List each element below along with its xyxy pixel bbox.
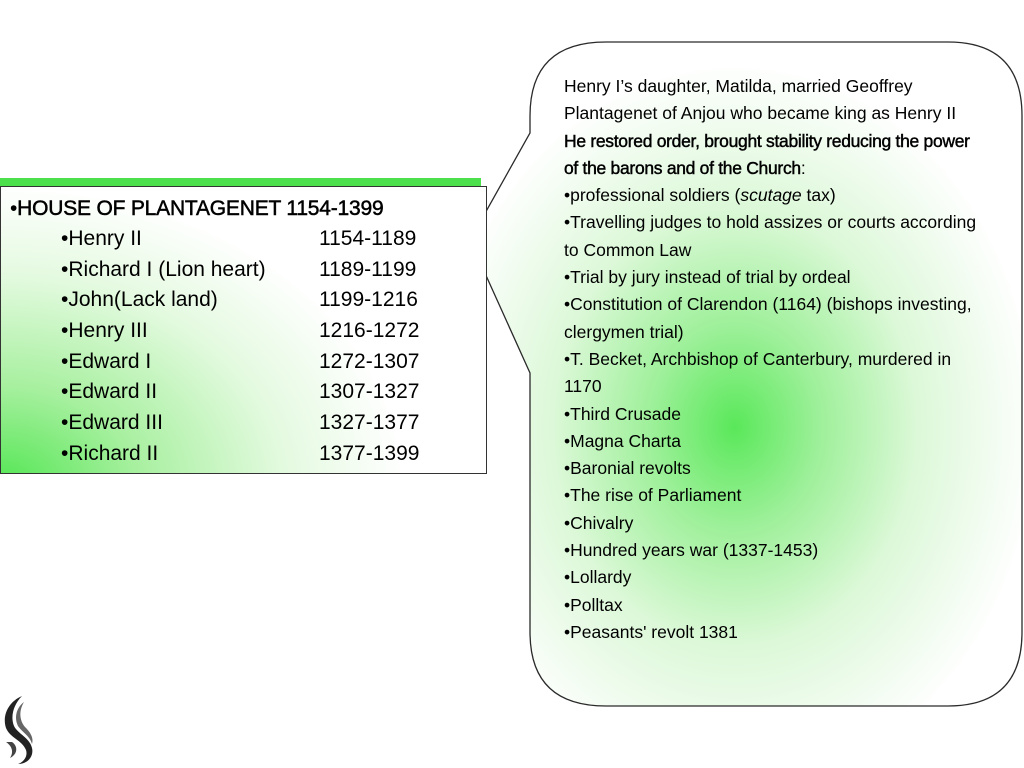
- highlight-paragraph: [564, 128, 984, 183]
- monarch-label: Henry II: [68, 227, 142, 250]
- bubble-item: •The rise of Parliament: [564, 485, 742, 506]
- highlight-colon: :: [800, 157, 806, 178]
- scutage-term: scutage: [740, 185, 802, 206]
- reign-years: 1189-1199: [319, 257, 417, 281]
- reign-years: 1327-1377: [319, 411, 420, 435]
- bubble-item: •T. Becket, Archbishop of Canterbury, murdered in 1170: [564, 348, 952, 397]
- monarch-label: John(Lack land): [68, 288, 218, 312]
- bullet: •: [61, 227, 69, 250]
- monarch-name: [61, 258, 266, 282]
- bullet: •: [61, 288, 69, 312]
- monarch-name: [61, 442, 158, 466]
- quill-logo-icon: [0, 692, 40, 768]
- bullet: •: [61, 319, 69, 343]
- dynasty-list-box: [0, 186, 487, 474]
- title-text: HOUSE OF PLANTAGENET 1154-1399: [17, 197, 384, 220]
- reign-years: 1154-1189: [319, 227, 417, 250]
- bubble-item: •Peasants' revolt 1381: [564, 621, 738, 642]
- intro-paragraph: Henry I’s daughter, Matilda, married Geoffrey Plantagenet of Anjou who became king as Henry II: [564, 76, 957, 124]
- monarch-name: [61, 227, 142, 251]
- reign-years: 1199-1216: [319, 288, 418, 312]
- bubble-item: •Third Crusade: [564, 403, 682, 424]
- reign-years: 1307-1327: [319, 380, 420, 404]
- bubble-item: •Hundred years war (1337-1453): [564, 540, 819, 561]
- bubble-item: •Polltax: [564, 594, 623, 615]
- bubble-item: •Travelling judges to hold assizes or courts according to Common Law: [564, 212, 977, 260]
- bubble-item: •Magna Charta: [564, 430, 682, 451]
- bullet: •: [61, 441, 69, 465]
- monarch-name: [61, 411, 163, 435]
- bubble-item: •Constitution of Clarendon (1164) (bishops investing, clergymen trial): [564, 294, 972, 342]
- bubble-item: •Chivalry: [564, 512, 634, 533]
- bullet: •: [61, 380, 69, 404]
- bubble-item-scutage: •professional soldiers (scutage tax): [564, 185, 836, 206]
- title-bullet: •: [10, 197, 18, 220]
- bubble-text: [564, 73, 984, 646]
- monarch-label: Edward I: [68, 349, 152, 373]
- monarch-label: Edward III: [68, 411, 163, 435]
- monarch-name: [61, 319, 148, 343]
- bullet: •: [61, 411, 69, 435]
- bubble-item: •Lollardy: [564, 567, 632, 588]
- monarch-name: [61, 380, 157, 404]
- bubble-item: •Trial by jury instead of trial by ordeal: [564, 267, 851, 288]
- bubble-item: •Baronial revolts: [564, 458, 691, 479]
- monarch-name: [61, 350, 151, 374]
- monarch-label: Edward II: [68, 380, 158, 404]
- dynasty-title: [10, 197, 486, 221]
- monarch-label: Richard II: [68, 441, 159, 465]
- monarch-label: Richard I (Lion heart): [68, 257, 266, 281]
- reign-years: 1377-1399: [319, 441, 420, 465]
- bullet: •: [61, 349, 69, 373]
- bullet: •: [61, 257, 69, 281]
- reign-years: 1216-1272: [319, 319, 420, 343]
- highlight-text: He restored order, brought stability reducing the power of the barons and of the Church: [564, 130, 970, 178]
- monarch-label: Henry III: [68, 319, 148, 343]
- reign-years: 1272-1307: [319, 349, 420, 373]
- monarch-name: [61, 288, 218, 312]
